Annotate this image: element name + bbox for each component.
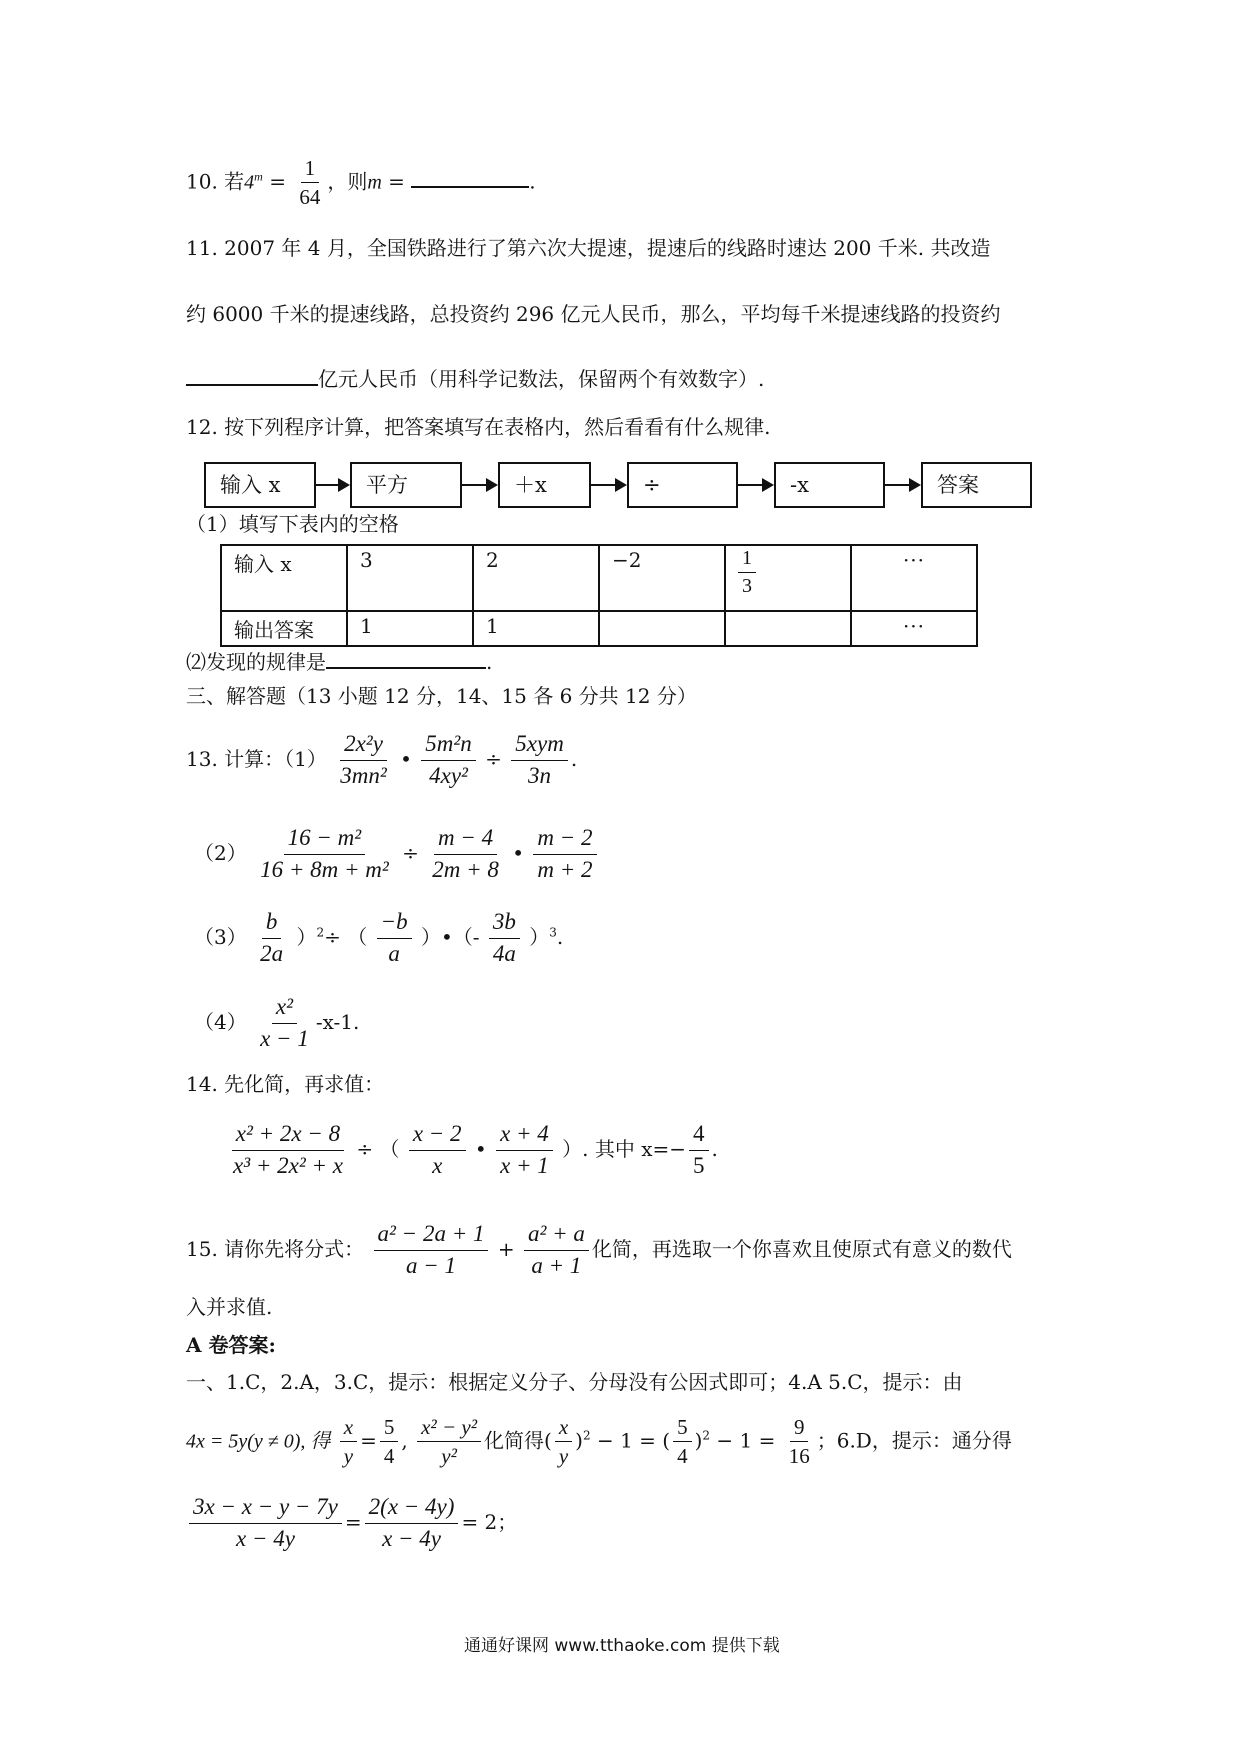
ans-tail: = 2； <box>461 1509 518 1534</box>
frac-den: 4 <box>677 1444 688 1469</box>
text: ）. <box>562 1136 595 1161</box>
q11-line3-text: 亿元人民币（用科学记数法，保留两个有效数字）. <box>318 367 765 391</box>
frac-den: a + 1 <box>531 1252 582 1278</box>
q13-p3-frac-b <box>377 908 412 969</box>
text: ）$^3$. <box>529 924 564 949</box>
q10-prefix: 10. 若 <box>186 169 245 194</box>
frac-num: 3x − x − y − 7y <box>189 1493 342 1524</box>
frac-den: 3n <box>528 762 552 788</box>
dot-operator: • <box>512 840 525 865</box>
frac-den: 2a <box>260 940 284 966</box>
q13-p2-frac-a <box>256 824 393 885</box>
frac-den: m + 2 <box>537 856 593 882</box>
plus-operator: + <box>497 1236 515 1261</box>
q10-frac-den: 64 <box>299 185 321 210</box>
q10-end: . <box>529 169 536 194</box>
answers-line2-a: 4x = 5y(y ≠ 0), 得 <box>186 1430 331 1453</box>
flow-step-minus-x: -x <box>774 462 885 508</box>
table-cell: 2 <box>473 545 599 611</box>
divide-operator: ÷ <box>485 746 502 771</box>
flow-step-plus-x: ＋x <box>498 462 591 508</box>
ans-frac-b <box>365 1493 459 1554</box>
table-cell: −2 <box>599 545 725 611</box>
flow-arrow <box>885 484 919 486</box>
q14-expression <box>226 1120 718 1181</box>
third-fraction <box>738 546 756 599</box>
q10-eq: = <box>262 169 293 194</box>
q13-p4-tail: -x-1. <box>315 1009 360 1034</box>
q13-part4 <box>194 993 359 1054</box>
frac-num: 9 <box>790 1414 809 1442</box>
frac-num: x² + 2x − 8 <box>232 1120 344 1151</box>
frac-num: x + 4 <box>496 1120 553 1151</box>
answers-line3: $\frac{3x - x - y - 7y}{x - 4y}$ = $\frac{2(x - 4y)}{x - 4y}$ = 2； <box>186 1493 517 1554</box>
frac-den: a <box>388 940 400 966</box>
q13-frac-a <box>336 730 391 791</box>
q13-p4-label: （4） <box>194 1009 247 1034</box>
table-cell: 1 <box>473 611 599 646</box>
q10-eq2: = <box>381 169 412 194</box>
q13-p2-frac-c <box>533 824 596 885</box>
period: . <box>570 746 578 771</box>
ans-frac-xy <box>340 1414 357 1470</box>
q10-base: 4 <box>244 171 255 194</box>
q10-mid: ，则 <box>327 169 368 194</box>
answers-line1: 一、1.C，2.A，3.C，提示：根据定义分子、分母没有公因式即可；4.A 5.C，提示：由 <box>186 1370 963 1394</box>
q11-line3 <box>186 367 764 391</box>
frac-den: 16 <box>788 1444 810 1469</box>
answers-heading: A 卷答案: <box>186 1333 276 1357</box>
q11-line1: 11. 2007 年 4 月，全国铁路进行了第六次大提速，提速后的线路时速达 200 千米. 共改造 <box>186 236 991 260</box>
table-cell: ··· <box>851 545 977 611</box>
q12-title: 12. 按下列程序计算，把答案填写在表格内，然后看看有什么规律. <box>186 415 771 439</box>
frac-num: a² + a <box>524 1220 589 1251</box>
ans-frac-xy3 <box>555 1414 572 1470</box>
frac-num: 2x²y <box>340 730 387 761</box>
q10-answer-blank[interactable] <box>411 185 529 188</box>
text: ）•（- <box>420 924 480 949</box>
q10-frac-num: 1 <box>301 155 320 183</box>
frac-den: x + 1 <box>500 1152 549 1178</box>
frac-num: x − 2 <box>409 1120 466 1151</box>
frac-num: x² − y² <box>417 1414 481 1442</box>
q14-frac-a <box>229 1120 347 1181</box>
ans-frac-916 <box>785 1414 814 1470</box>
q13-part3 <box>194 908 563 969</box>
third-num: 1 <box>738 546 756 573</box>
flow-step-input: 输入 x <box>204 462 316 508</box>
frac-num: 3b <box>489 908 520 939</box>
q13-part1 <box>186 730 577 791</box>
frac-den: 4xy² <box>429 762 468 788</box>
table-cell: 输出答案 <box>221 611 347 646</box>
frac-num: x² <box>272 993 297 1024</box>
q11-line2: 约 6000 千米的提速线路，总投资约 296 亿元人民币，那么，平均每千米提速线路的投资约 <box>186 302 1001 326</box>
flow-step-square: 平方 <box>350 462 462 508</box>
table-cell-fraction <box>725 545 851 611</box>
q13-frac-c <box>511 730 568 791</box>
q12-part2 <box>186 650 492 674</box>
ans-frac-54 <box>380 1414 399 1470</box>
q12-part1: （1）填写下表内的空格 <box>186 512 399 536</box>
frac-num: −b <box>377 908 412 939</box>
q15-mid: 化简，再选取一个你喜欢且使原式有意义的数代 <box>591 1236 1012 1261</box>
answers-line2-c: ；6.D，提示：通分得 <box>816 1428 1012 1453</box>
table-cell-blank[interactable] <box>725 611 851 646</box>
q13-p2-label: （2） <box>194 840 247 865</box>
q11-answer-blank[interactable] <box>186 383 318 386</box>
q13-p4-frac <box>256 993 313 1054</box>
q15-frac-a <box>374 1220 489 1281</box>
frac-den: y <box>343 1444 354 1469</box>
text: ÷ （ <box>356 1136 400 1161</box>
frac-den: 2m + 8 <box>432 856 499 882</box>
section-3-heading: 三、解答题（13 小题 12 分，14、15 各 6 分共 12 分） <box>186 684 697 708</box>
q12-part2-end: . <box>486 650 493 674</box>
text: ）$^2$÷ （ <box>296 924 368 949</box>
frac-den: y² <box>441 1444 457 1469</box>
q14-frac-c <box>496 1120 553 1181</box>
frac-den: 3mn² <box>340 762 387 788</box>
flow-arrow <box>738 484 772 486</box>
dot-operator: • <box>474 1136 487 1161</box>
q13-p3-frac-a <box>256 908 287 969</box>
answers-line2: 4x = 5y(y ≠ 0), 得 $\frac{x}{y}$ = $\frac{5}{4}$ , $\frac{\text{x² − y²}}{\text{y²}}$ 化简得( $\frac{x}{y}$ )$^2$ − 1 = ( $\frac{5}{4}$ )$^2$ − 1 = $\frac{9}{16}$ ；6.D，提示：通分得 <box>186 1415 1012 1469</box>
q14-frac-b <box>409 1120 466 1181</box>
page-footer: 通通好课网 www.tthaoke.com 提供下载 <box>464 1636 780 1656</box>
flow-arrow <box>591 484 625 486</box>
frac-den: x − 1 <box>260 1025 309 1051</box>
frac-den: 4a <box>492 940 516 966</box>
q10-fraction <box>295 155 324 211</box>
q13-part2 <box>194 824 600 885</box>
period: . <box>711 1136 718 1161</box>
q12-table <box>220 544 978 647</box>
frac-num: m − 4 <box>434 824 497 855</box>
table-cell: 输入 x <box>221 545 347 611</box>
q15-line1 <box>186 1220 1012 1281</box>
q15-line2: 入并求值. <box>186 1295 273 1319</box>
frac-num: m − 2 <box>533 824 596 855</box>
frac-den: x <box>432 1152 443 1178</box>
q14-label: 14. 先化简，再求值： <box>186 1072 385 1096</box>
frac-num: 16 − m² <box>284 824 366 855</box>
frac-den: y <box>558 1444 569 1469</box>
frac-den: x − 4y <box>382 1525 442 1551</box>
frac-den: x − 4y <box>235 1525 295 1551</box>
q13-frac-b <box>421 730 476 791</box>
frac-num: 5xym <box>511 730 568 761</box>
table-cell-blank[interactable] <box>599 611 725 646</box>
q15-frac-b <box>524 1220 589 1281</box>
frac-num: b <box>262 908 282 939</box>
q14-tail: 其中 x=− <box>594 1136 687 1161</box>
third-den: 3 <box>742 575 752 597</box>
frac-num: 4 <box>689 1120 709 1151</box>
divide-operator: ÷ <box>402 840 419 865</box>
q13-label: 13. 计算：（1） <box>186 746 327 771</box>
table-cell: ··· <box>851 611 977 646</box>
q12-part2-text: ⑵发现的规律是 <box>186 650 326 674</box>
ans-frac-xy2 <box>417 1414 481 1470</box>
frac-den: 4 <box>383 1444 395 1469</box>
answers-line2-b: 化简得 <box>484 1428 545 1453</box>
flow-step-answer: 答案 <box>921 462 1032 508</box>
frac-num: a² − 2a + 1 <box>374 1220 489 1251</box>
q10-exp: m <box>254 169 263 184</box>
frac-num: 5m²n <box>421 730 476 761</box>
flow-step-divide: ÷ <box>627 462 738 508</box>
table-cell: 1 <box>347 611 473 646</box>
ans-frac-54b <box>673 1414 692 1470</box>
q12-rule-blank[interactable] <box>326 666 486 669</box>
dot-operator: • <box>400 746 412 771</box>
frac-num: x <box>340 1414 357 1442</box>
q15-prefix: 15. 请你先将分式： <box>186 1236 365 1261</box>
flow-arrow <box>316 484 348 486</box>
frac-num: 5 <box>380 1414 399 1442</box>
frac-den: a − 1 <box>405 1252 457 1278</box>
q13-p3-frac-c <box>489 908 520 969</box>
frac-num: 2(x − 4y) <box>365 1493 459 1524</box>
frac-num: 5 <box>673 1414 692 1442</box>
q13-p3-label: （3） <box>194 924 247 949</box>
frac-num: x <box>555 1414 572 1442</box>
frac-den: 16 + 8m + m² <box>260 856 389 882</box>
q10-var: m <box>367 171 382 194</box>
q14-value <box>689 1120 709 1181</box>
table-cell: 3 <box>347 545 473 611</box>
flow-arrow <box>462 484 496 486</box>
ans-frac-a <box>189 1493 342 1554</box>
question-10 <box>186 155 536 211</box>
q13-p2-frac-b <box>428 824 503 885</box>
frac-den: 5 <box>693 1152 705 1178</box>
frac-den: x³ + 2x² + x <box>233 1152 343 1178</box>
